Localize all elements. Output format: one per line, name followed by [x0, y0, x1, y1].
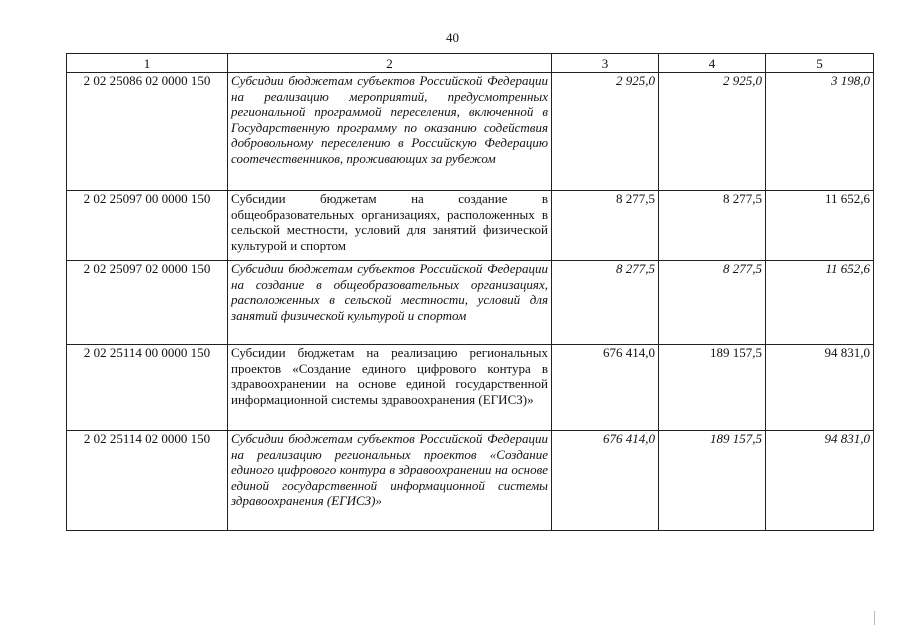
header-col-1: 1	[67, 54, 228, 73]
budget-code-cell: 2 02 25114 02 0000 150	[67, 431, 228, 531]
budget-code-cell: 2 02 25097 02 0000 150	[67, 261, 228, 345]
value-col-3-cell: 8 277,5	[552, 191, 659, 261]
value-col-5-cell: 94 831,0	[766, 345, 874, 431]
value-col-5-cell: 3 198,0	[766, 73, 874, 191]
table-row	[67, 73, 874, 191]
table-header-row	[67, 54, 874, 73]
header-col-3: 3	[552, 54, 659, 73]
budget-code-cell: 2 02 25114 00 0000 150	[67, 345, 228, 431]
value-col-4-cell: 8 277,5	[659, 191, 766, 261]
budget-code-cell: 2 02 25097 00 0000 150	[67, 191, 228, 261]
value-col-3-cell: 8 277,5	[552, 261, 659, 345]
value-col-4-cell: 8 277,5	[659, 261, 766, 345]
header-col-4: 4	[659, 54, 766, 73]
scan-margin-mark	[874, 611, 875, 625]
description-cell: Субсидии бюджетам субъектов Российской Федерации на создание в общеобразовательных организациях, расположенных в сельской местности, условий для занятий физической культурой и спортом	[228, 261, 552, 345]
header-col-5: 5	[766, 54, 874, 73]
value-col-5-cell: 11 652,6	[766, 261, 874, 345]
table-row	[67, 431, 874, 531]
value-col-3-cell: 676 414,0	[552, 345, 659, 431]
description-cell: Субсидии бюджетам субъектов Российской Федерации на реализацию мероприятий, предусмотренных региональной программой переселения, включенной в Государственную программу по оказанию содействия добровольному переселению в Российскую Федерацию соотечественников, проживающих за рубежом	[228, 73, 552, 191]
description-cell: Субсидии бюджетам на реализацию региональных проектов «Создание единого цифрового контура в здравоохранении на основе единой государственной информационной системы здравоохранения (ЕГИСЗ)»	[228, 345, 552, 431]
header-col-2: 2	[228, 54, 552, 73]
table-row	[67, 345, 874, 431]
value-col-5-cell: 11 652,6	[766, 191, 874, 261]
value-col-4-cell: 2 925,0	[659, 73, 766, 191]
value-col-3-cell: 2 925,0	[552, 73, 659, 191]
budget-code-cell: 2 02 25086 02 0000 150	[67, 73, 228, 191]
value-col-3-cell: 676 414,0	[552, 431, 659, 531]
description-cell: Субсидии бюджетам субъектов Российской Федерации на реализацию региональных проектов «Создание единого цифрового контура в здравоохранении на основе единой государственной информационной системы здравоохранения (ЕГИСЗ)»	[228, 431, 552, 531]
value-col-4-cell: 189 157,5	[659, 431, 766, 531]
table-row	[67, 191, 874, 261]
value-col-5-cell: 94 831,0	[766, 431, 874, 531]
page-number: 40	[446, 30, 459, 45]
table-row	[67, 261, 874, 345]
value-col-4-cell: 189 157,5	[659, 345, 766, 431]
description-cell: Субсидии бюджетам на создание в общеобразовательных организациях, расположенных в сельской местности, условий для занятий физической культурой и спортом	[228, 191, 552, 261]
budget-revenue-table	[66, 53, 874, 531]
